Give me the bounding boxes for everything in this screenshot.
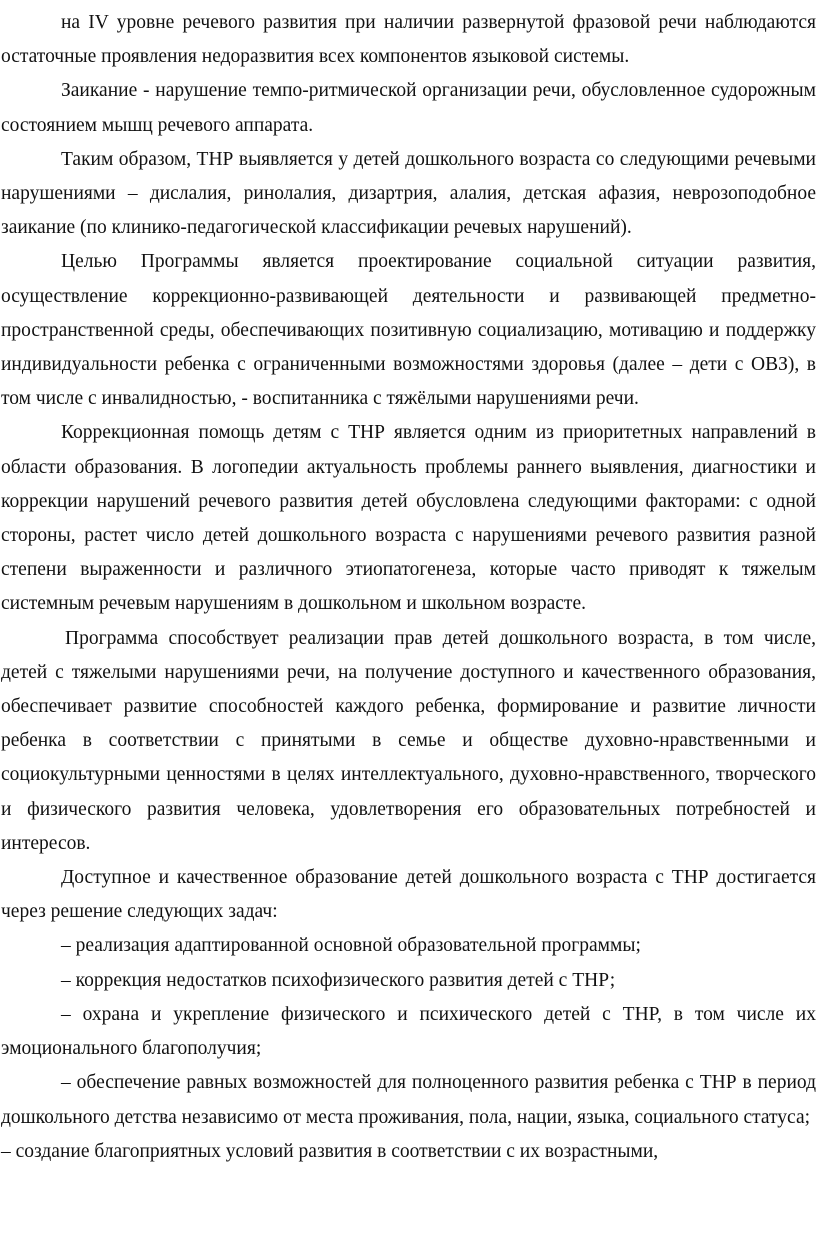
- paragraph-correctional-help: Коррекционная помощь детям с ТНР является одним из приоритетных направлений в области образования. В логопедии актуальность проблемы раннего выявления, диагностики и коррекции нарушений речевого развития детей обусловлена следующими факторами: с одной стороны, растет число детей дошкольного возраста с нарушениями речевого развития разной степени выраженности и различного этиопатогенеза, которые часто приводят к тяжелым системным речевым нарушениям в дошкольном и школьном возрасте.: [1, 422, 816, 615]
- list-item-equal-opportunities: – обеспечение равных возможностей для полноценного развития ребенка с ТНР в период дошкольного детства независимо от места проживания, пола, нации, языка, социального статуса;: [1, 1072, 816, 1128]
- paragraph-speech-level-iv: на IV уровне речевого развития при наличии развернутой фразовой речи наблюдаются остаточные проявления недоразвития всех компонентов языковой системы.: [1, 12, 816, 68]
- paragraph-program-rights: Программа способствует реализации прав детей дошкольного возраста, в том числе, детей с тяжелыми нарушениями речи, на получение доступного и качественного образования, обеспечивает развитие способностей каждого ребенка, формирование и развитие личности ребенка в соответствии с принятыми в семье и обществе духовно-нравственными и социокультурными ценностями в целях интеллектуального, духовно-нравственного, творческого и физического развития человека, удовлетворения его образовательных потребностей и интересов.: [1, 627, 816, 854]
- paragraph-tasks-intro: Доступное и качественное образование детей дошкольного возраста с ТНР достигается через решение следующих задач:: [1, 867, 816, 923]
- list-item-health-protection: – охрана и укрепление физического и психического детей с ТНР, в том числе их эмоционального благополучия;: [1, 1003, 816, 1060]
- list-item-favorable-conditions: – создание благоприятных условий развития в соответствии с их возрастными,: [1, 1140, 659, 1162]
- paragraph-program-goal: Целью Программы является проектирование социальной ситуации развития, осуществление коррекционно-развивающей деятельности и развивающей предметно-пространственной среды, обеспечивающих позитивную социализацию, мотивацию и поддержку индивидуальности ребенка с ограниченными возможностями здоровья (далее – дети с ОВЗ), в том числе с инвалидностью, - воспитанника с тяжёлыми нарушениями речи.: [1, 251, 816, 410]
- paragraph-stuttering-definition: Заикание - нарушение темпо-ритмической организации речи, обусловленное судорожным состоянием мышц речевого аппарата.: [1, 80, 816, 136]
- list-item-program-implementation: – реализация адаптированной основной образовательной программы;: [61, 935, 641, 957]
- list-item-correction: – коррекция недостатков психофизического развития детей с ТНР;: [61, 969, 616, 991]
- paragraph-tnr-disorders: Таким образом, ТНР выявляется у детей дошкольного возраста со следующими речевыми нарушениями – дислалия, ринолалия, дизартрия, алалия, детская афазия, неврозоподобное заикание (по клинико-педагогической классификации речевых нарушений).: [1, 148, 816, 239]
